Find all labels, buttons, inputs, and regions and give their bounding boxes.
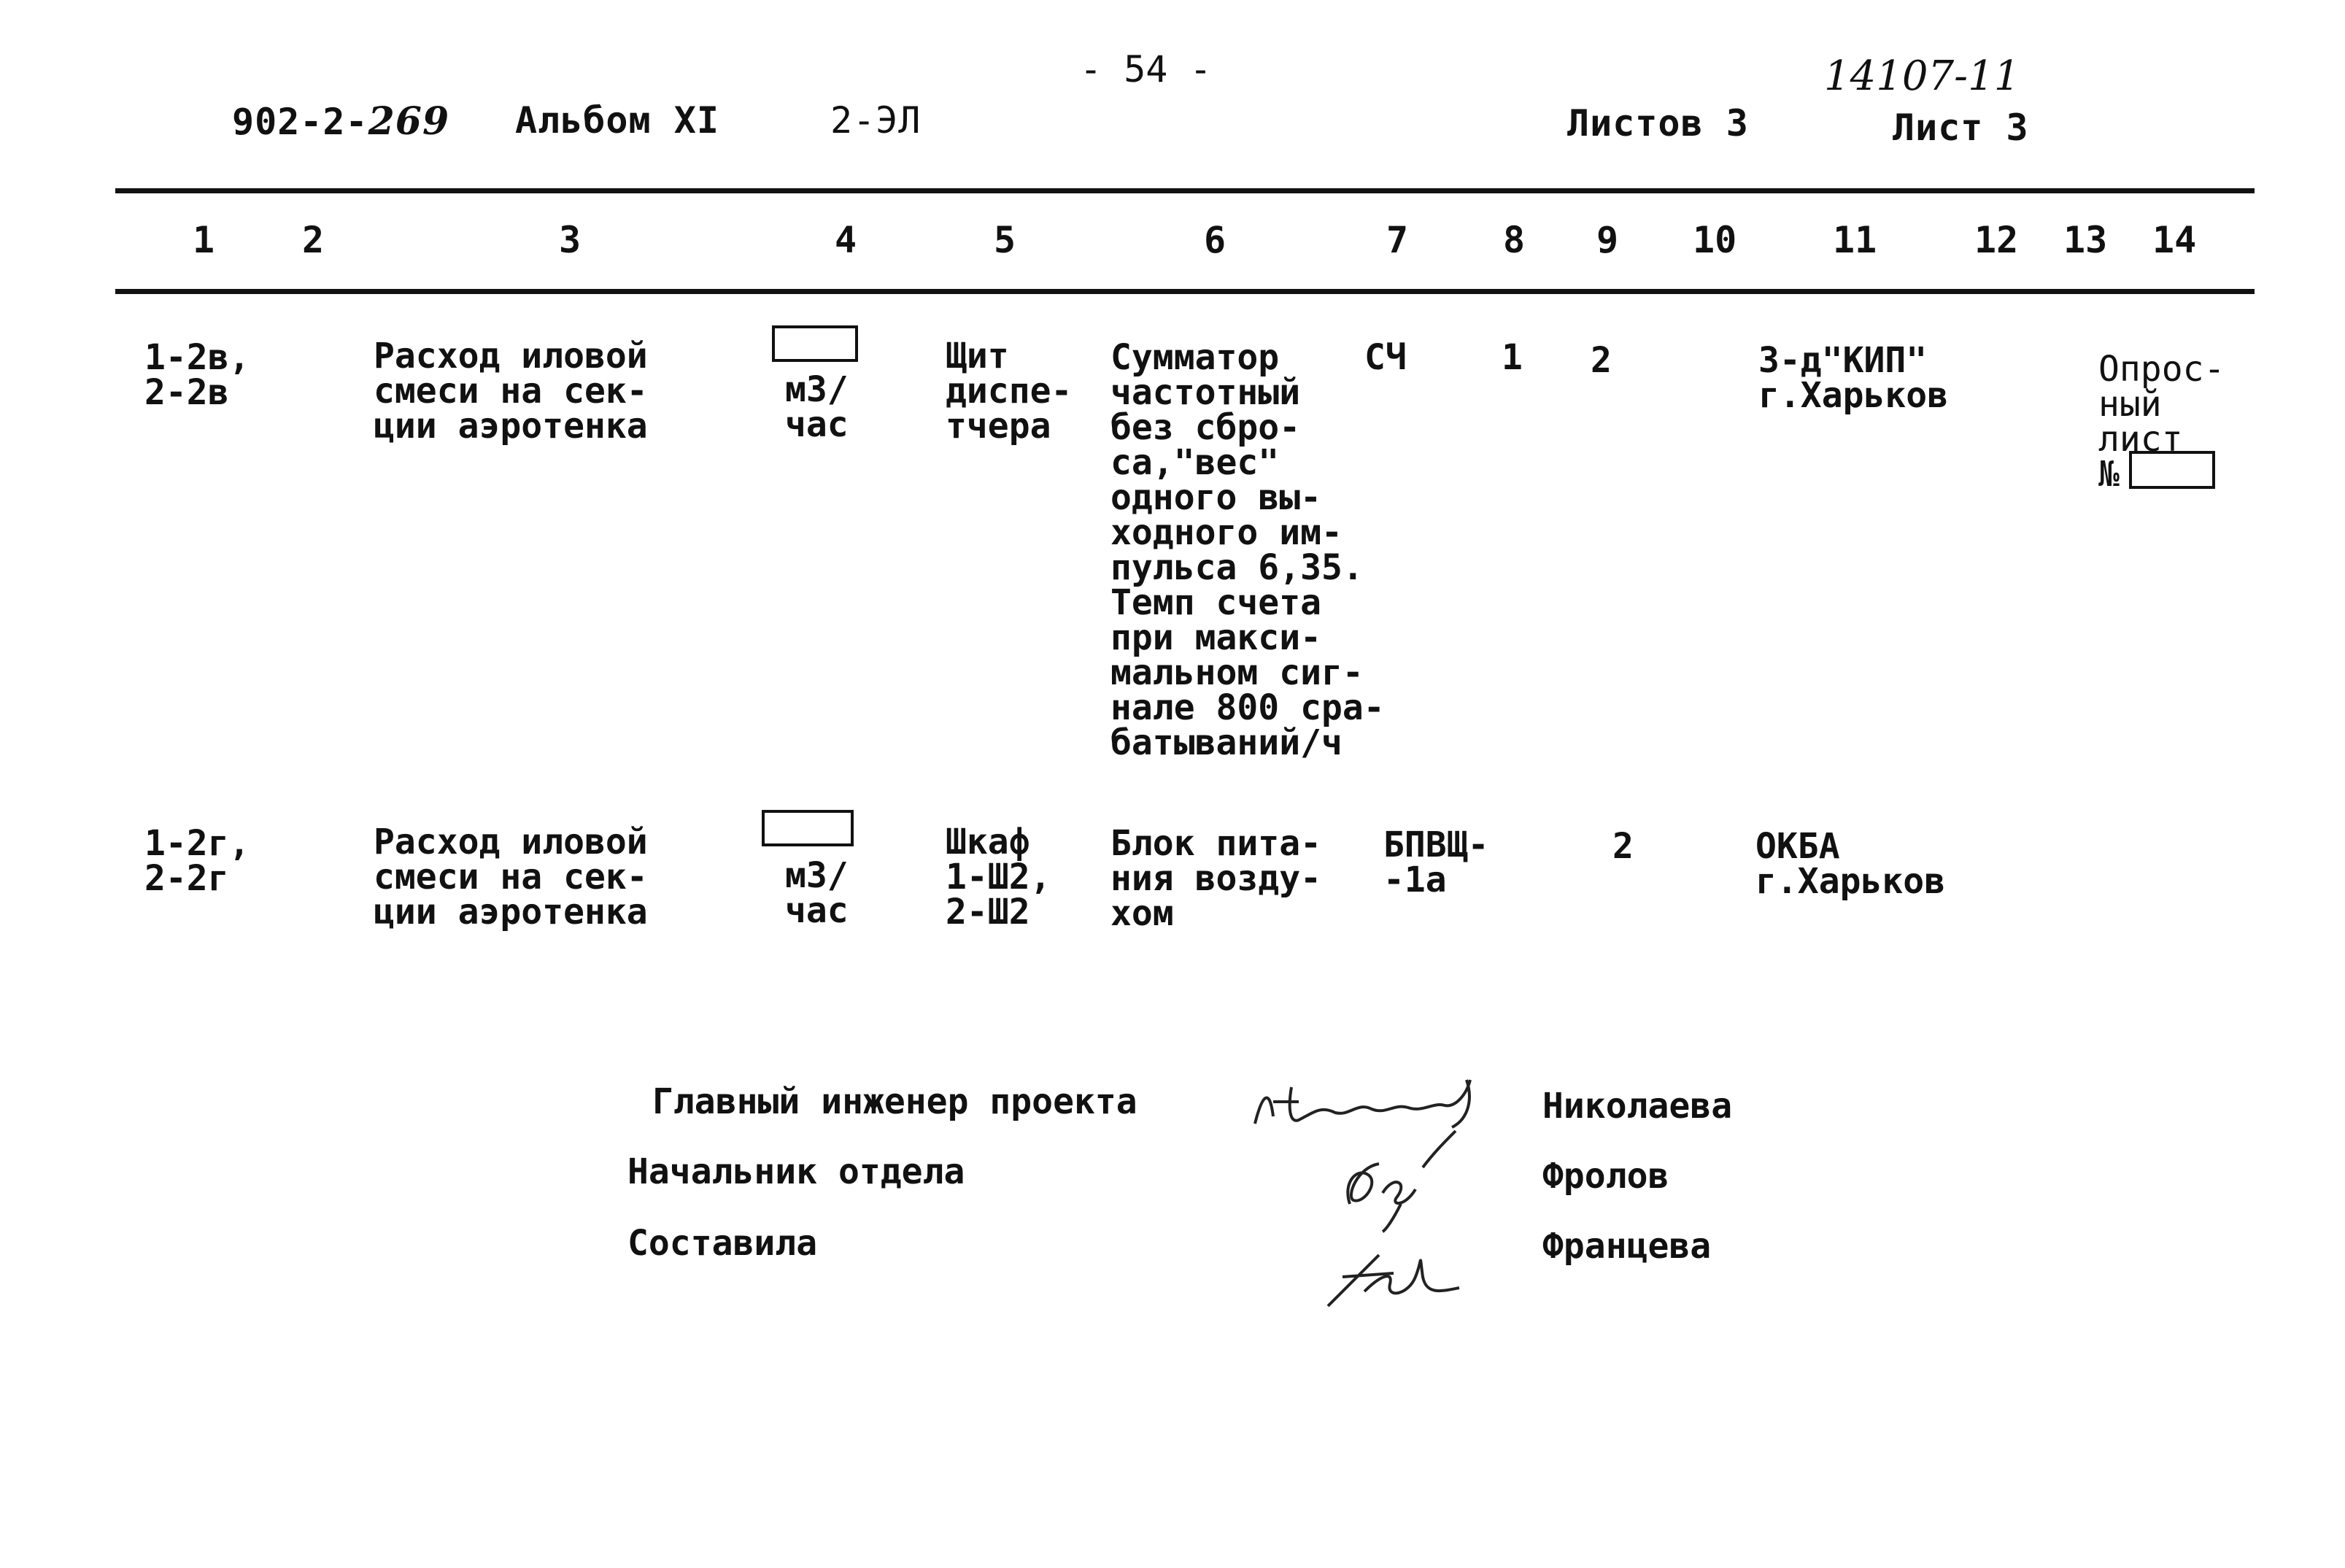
row1-quantity-per-unit: 1 [1502,337,1523,378]
row2-unit-box [762,810,854,846]
signature-name-compiler: Францева [1542,1226,1712,1267]
row2-parameter: Расход иловой смеси на сек- ции аэротенка [374,822,648,932]
signature-name-chief-engineer: Николаева [1542,1086,1733,1127]
column-number-3: 3 [559,219,582,261]
page-number: - 54 - [1080,48,1212,90]
row1-parameter: Расход иловой смеси на сек- ции аэротенка [374,336,648,447]
sheet-code: 2-ЭЛ [830,99,922,142]
sheets-total: Листов 3 [1567,102,1749,144]
column-number-13: 13 [2063,219,2108,261]
handwritten-signature-2 [1313,1124,1459,1233]
document-code-printed: 902-2- [232,101,368,143]
column-number-8: 8 [1503,219,1526,261]
row1-description: Сумматор частотный без сбро- са,"вес" одного вы- ходного им- пульса 6,35. Темп счета при макси- мальном сиг- нале 800 сра- батываний/ч [1110,337,1385,763]
row2-description: Блок пита- ния возду- хом [1110,823,1321,934]
table-top-rule [115,188,2255,193]
row2-manufacturer: ОКБА г.Харьков [1755,826,1946,902]
row2-unit: м3/ час [785,855,849,931]
row2-type: БПВЩ- -1а [1383,824,1489,900]
row1-quantity: 2 [1591,340,1612,381]
column-number-4: 4 [835,219,857,261]
signature-name-department-head: Фролов [1542,1156,1669,1197]
column-number-10: 10 [1693,219,1737,261]
sheet-number: Лист 3 [1893,107,2029,149]
signature-role-compiler: Составила [627,1223,818,1264]
column-number-1: 1 [193,219,215,261]
column-number-12: 12 [1974,219,2019,261]
row2-quantity: 2 [1612,826,1634,867]
row1-location: Щит диспе- тчера [946,336,1073,447]
album-label: Альбом XI [515,99,719,142]
row1-unit-box [772,325,858,362]
document-code-handwritten: 269 [368,99,450,144]
column-number-7: 7 [1386,219,1409,261]
row1-note: Опрос- ный лист № [2098,349,2225,495]
column-number-2: 2 [302,219,325,261]
column-number-11: 11 [1833,219,1877,261]
row1-manufacturer: З-д"КИП" г.Харьков [1758,340,1949,416]
row1-unit: м3/ час [785,369,849,445]
column-number-14: 14 [2152,219,2197,261]
signature-role-department-head: Начальник отдела [627,1151,965,1192]
row2-position: 1-2г, 2-2г [144,823,250,899]
handwritten-signature-3 [1313,1233,1474,1313]
document-code [232,99,449,144]
row2-location: Шкаф 1-Ш2, 2-Ш2 [946,822,1051,932]
column-number-9: 9 [1596,219,1619,261]
inventory-number: 14107-11 [1824,53,2020,100]
column-number-5: 5 [994,219,1016,261]
signature-role-chief-engineer: Главный инженер проекта [652,1081,1137,1122]
row1-type: СЧ [1364,337,1407,378]
column-number-6: 6 [1204,219,1226,261]
row1-note-box [2129,451,2215,489]
table-header-rule [115,289,2255,294]
row1-position: 1-2в, 2-2в [144,337,250,413]
